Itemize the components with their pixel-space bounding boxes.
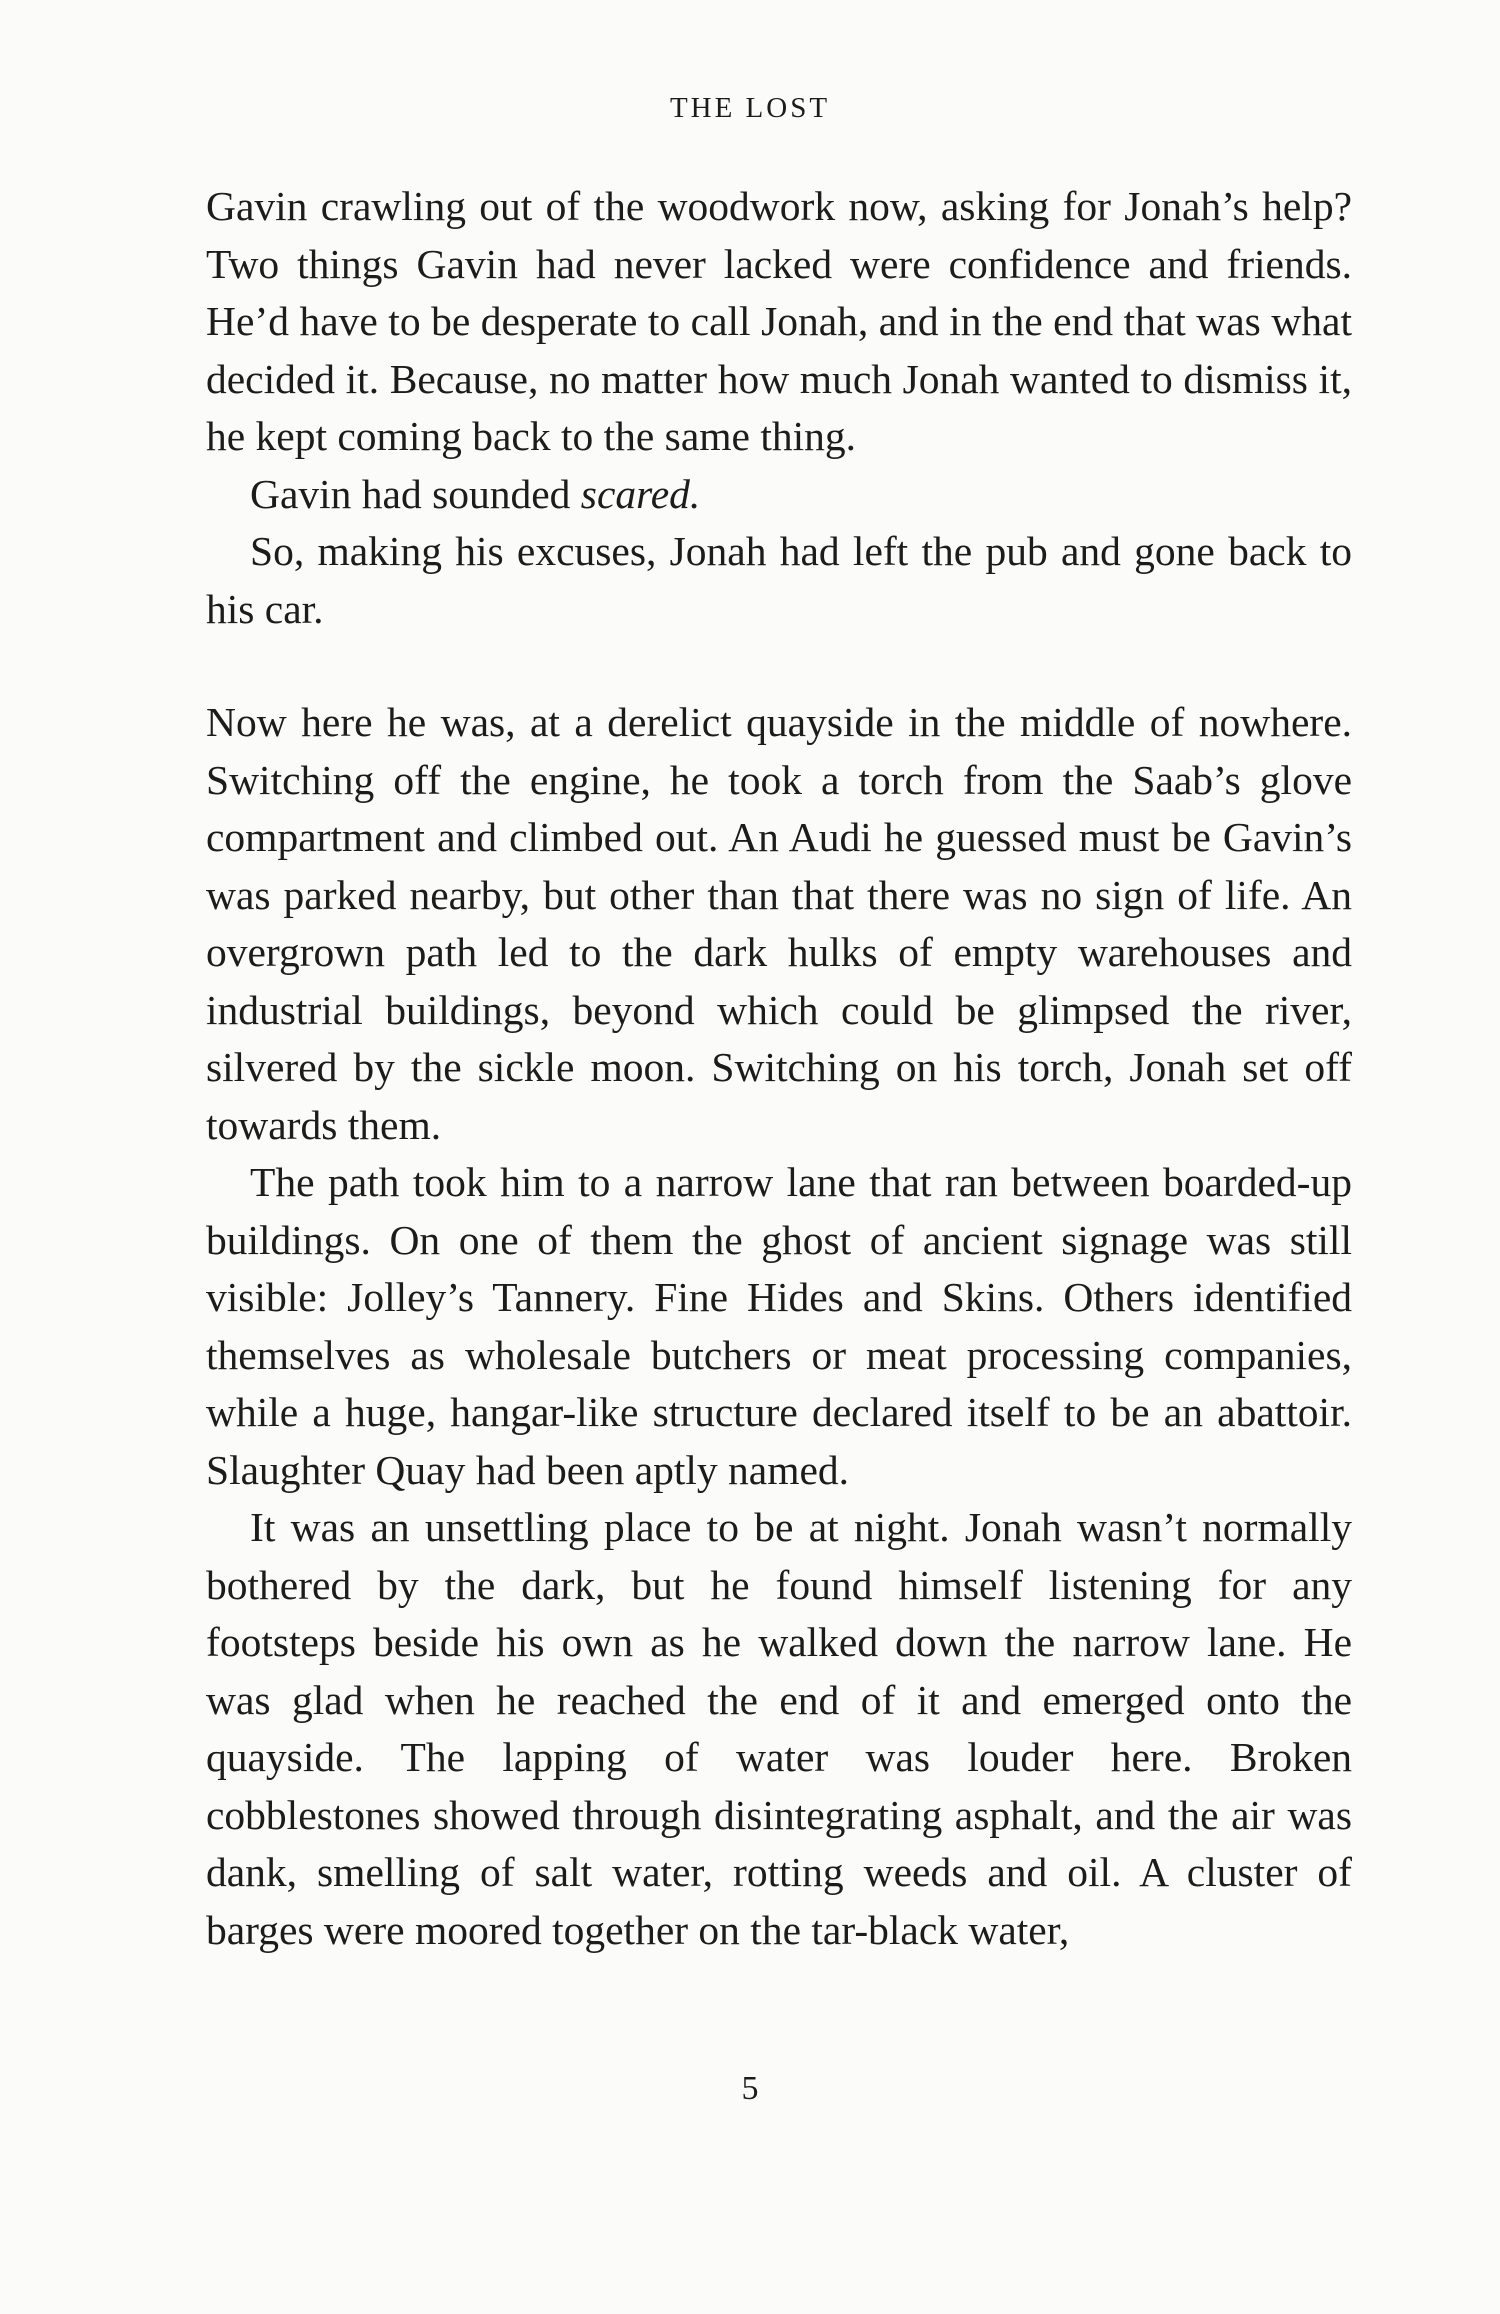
paragraph-scared (206, 466, 1352, 524)
paragraph: Gavin crawling out of the woodwork now, asking for Jonah’s help? Two things Gavin had never lacked were confidence and friends. He’d have to be desperate to call Jonah, and in the end that was what decided it. Because, no matter how much Jonah wanted to dismiss it, he kept coming back to the same thing. (206, 183, 1352, 459)
paragraph: The path took him to a narrow lane that ran between boarded-up buildings. On one of them the ghost of ancient signage was still visible: Jolley’s Tannery. Fine Hides and Skins. Others identified themselves as wholesale butchers or meat processing companies, while a huge, hangar-like structure declared itself to be an abattoir. Slaughter Quay had been aptly named. (206, 1159, 1352, 1493)
text-section-2 (206, 694, 1352, 1959)
page-number: 5 (741, 2070, 759, 2107)
scared-text: Gavin had sounded (250, 470, 581, 517)
scared-emphasis: scared. (580, 470, 701, 517)
running-head: THE LOST (669, 92, 831, 124)
paragraph: Now here he was, at a derelict quayside in the middle of nowhere. Switching off the engine, he took a torch from the Saab’s glove compartment and climbed out. An Audi he guessed must be Gavin’s was parked nearby, but other than that there was no sign of life. An overgrown path led to the dark hulks of empty warehouses and industrial buildings, beyond which could be glimpsed the river, silvered by the sickle moon. Switching on his torch, Jonah set off towards them. (206, 699, 1352, 1148)
paragraph: So, making his excuses, Jonah had left the pub and gone back to his car. (206, 528, 1352, 632)
text-section-1 (206, 178, 1352, 638)
paragraph: It was an unsettling place to be at night. Jonah wasn’t normally bothered by the dark, but he found himself listening for any footsteps beside his own as he walked down the narrow lane. He was glad when he reached the end of it and emerged onto the quayside. The lapping of water was louder here. Broken cobblestones showed through disintegrating asphalt, and the air was dank, smelling of salt water, rotting weeds and oil. A cluster of barges were moored together on the tar-black water, (206, 1504, 1352, 1953)
